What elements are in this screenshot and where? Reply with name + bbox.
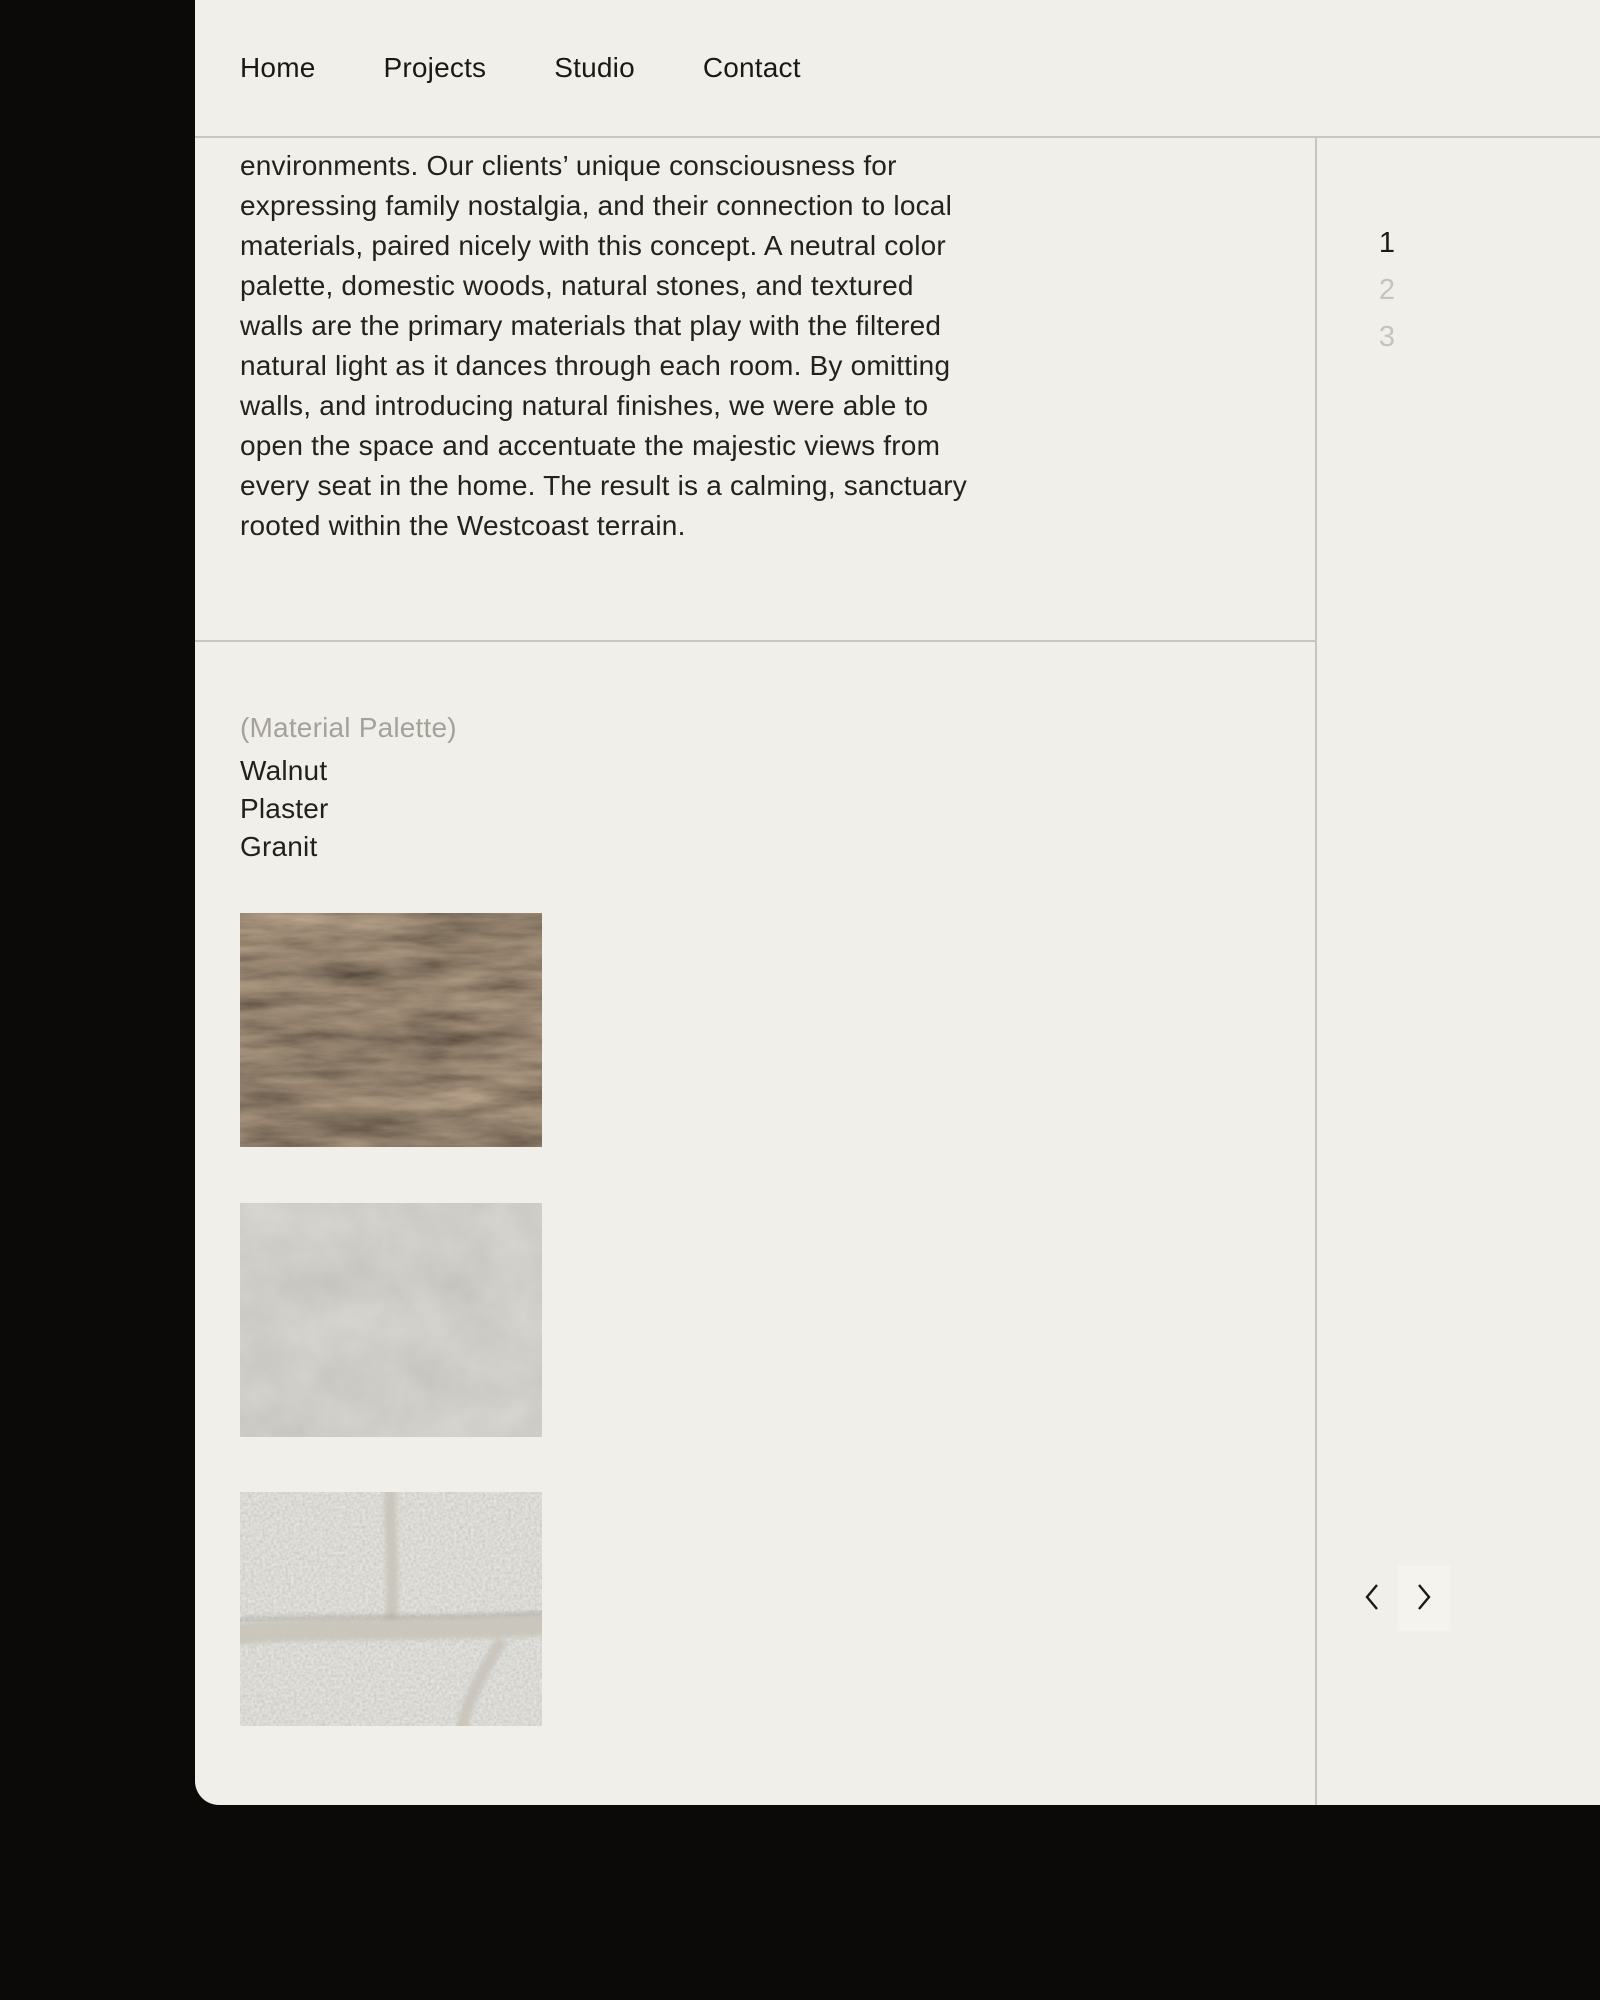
top-nav [195, 0, 1600, 138]
nav-item-contact[interactable]: Contact [702, 52, 801, 83]
next-button[interactable] [1398, 1565, 1450, 1631]
project-description: environments. Our clients’ unique consciousness for expressing family nostalgia, and their connection to local materials, paired nicely with this concept. A neutral color palette, domestic woods, natural stones, and textured walls are the primary materials that play with the filtered natural light as it dances through each room. By omitting walls, and introducing natural finishes, we were able to open the space and accentuate the majestic views from every seat in the home. The result is a calming, sanctuary rooted within the Westcoast terrain. [240, 150, 967, 541]
vertical-divider [1315, 138, 1317, 1805]
plaster-swatch-image [240, 1203, 542, 1437]
section-divider [195, 640, 1315, 642]
nav-item-projects[interactable]: Projects [383, 52, 487, 83]
page-card [195, 0, 1600, 1805]
granite-swatch-image [240, 1492, 542, 1726]
material-item-plaster: Plaster [240, 793, 329, 824]
carousel-controls [1346, 1565, 1450, 1631]
page-number-3[interactable]: 3 [1378, 321, 1396, 353]
material-palette-list [240, 752, 329, 866]
page-number-2[interactable]: 2 [1378, 274, 1396, 306]
prev-button[interactable] [1346, 1565, 1398, 1631]
nav-item-home[interactable]: Home [240, 52, 316, 83]
material-palette-heading: (Material Palette) [240, 712, 457, 743]
material-item-walnut: Walnut [240, 755, 328, 786]
chevron-left-icon [1364, 1582, 1380, 1615]
chevron-right-icon [1416, 1582, 1432, 1615]
material-item-granit: Granit [240, 831, 318, 862]
pagination [1373, 220, 1401, 361]
nav-item-studio[interactable]: Studio [554, 52, 635, 83]
walnut-swatch-image [240, 913, 542, 1147]
page-number-1[interactable]: 1 [1378, 227, 1396, 259]
